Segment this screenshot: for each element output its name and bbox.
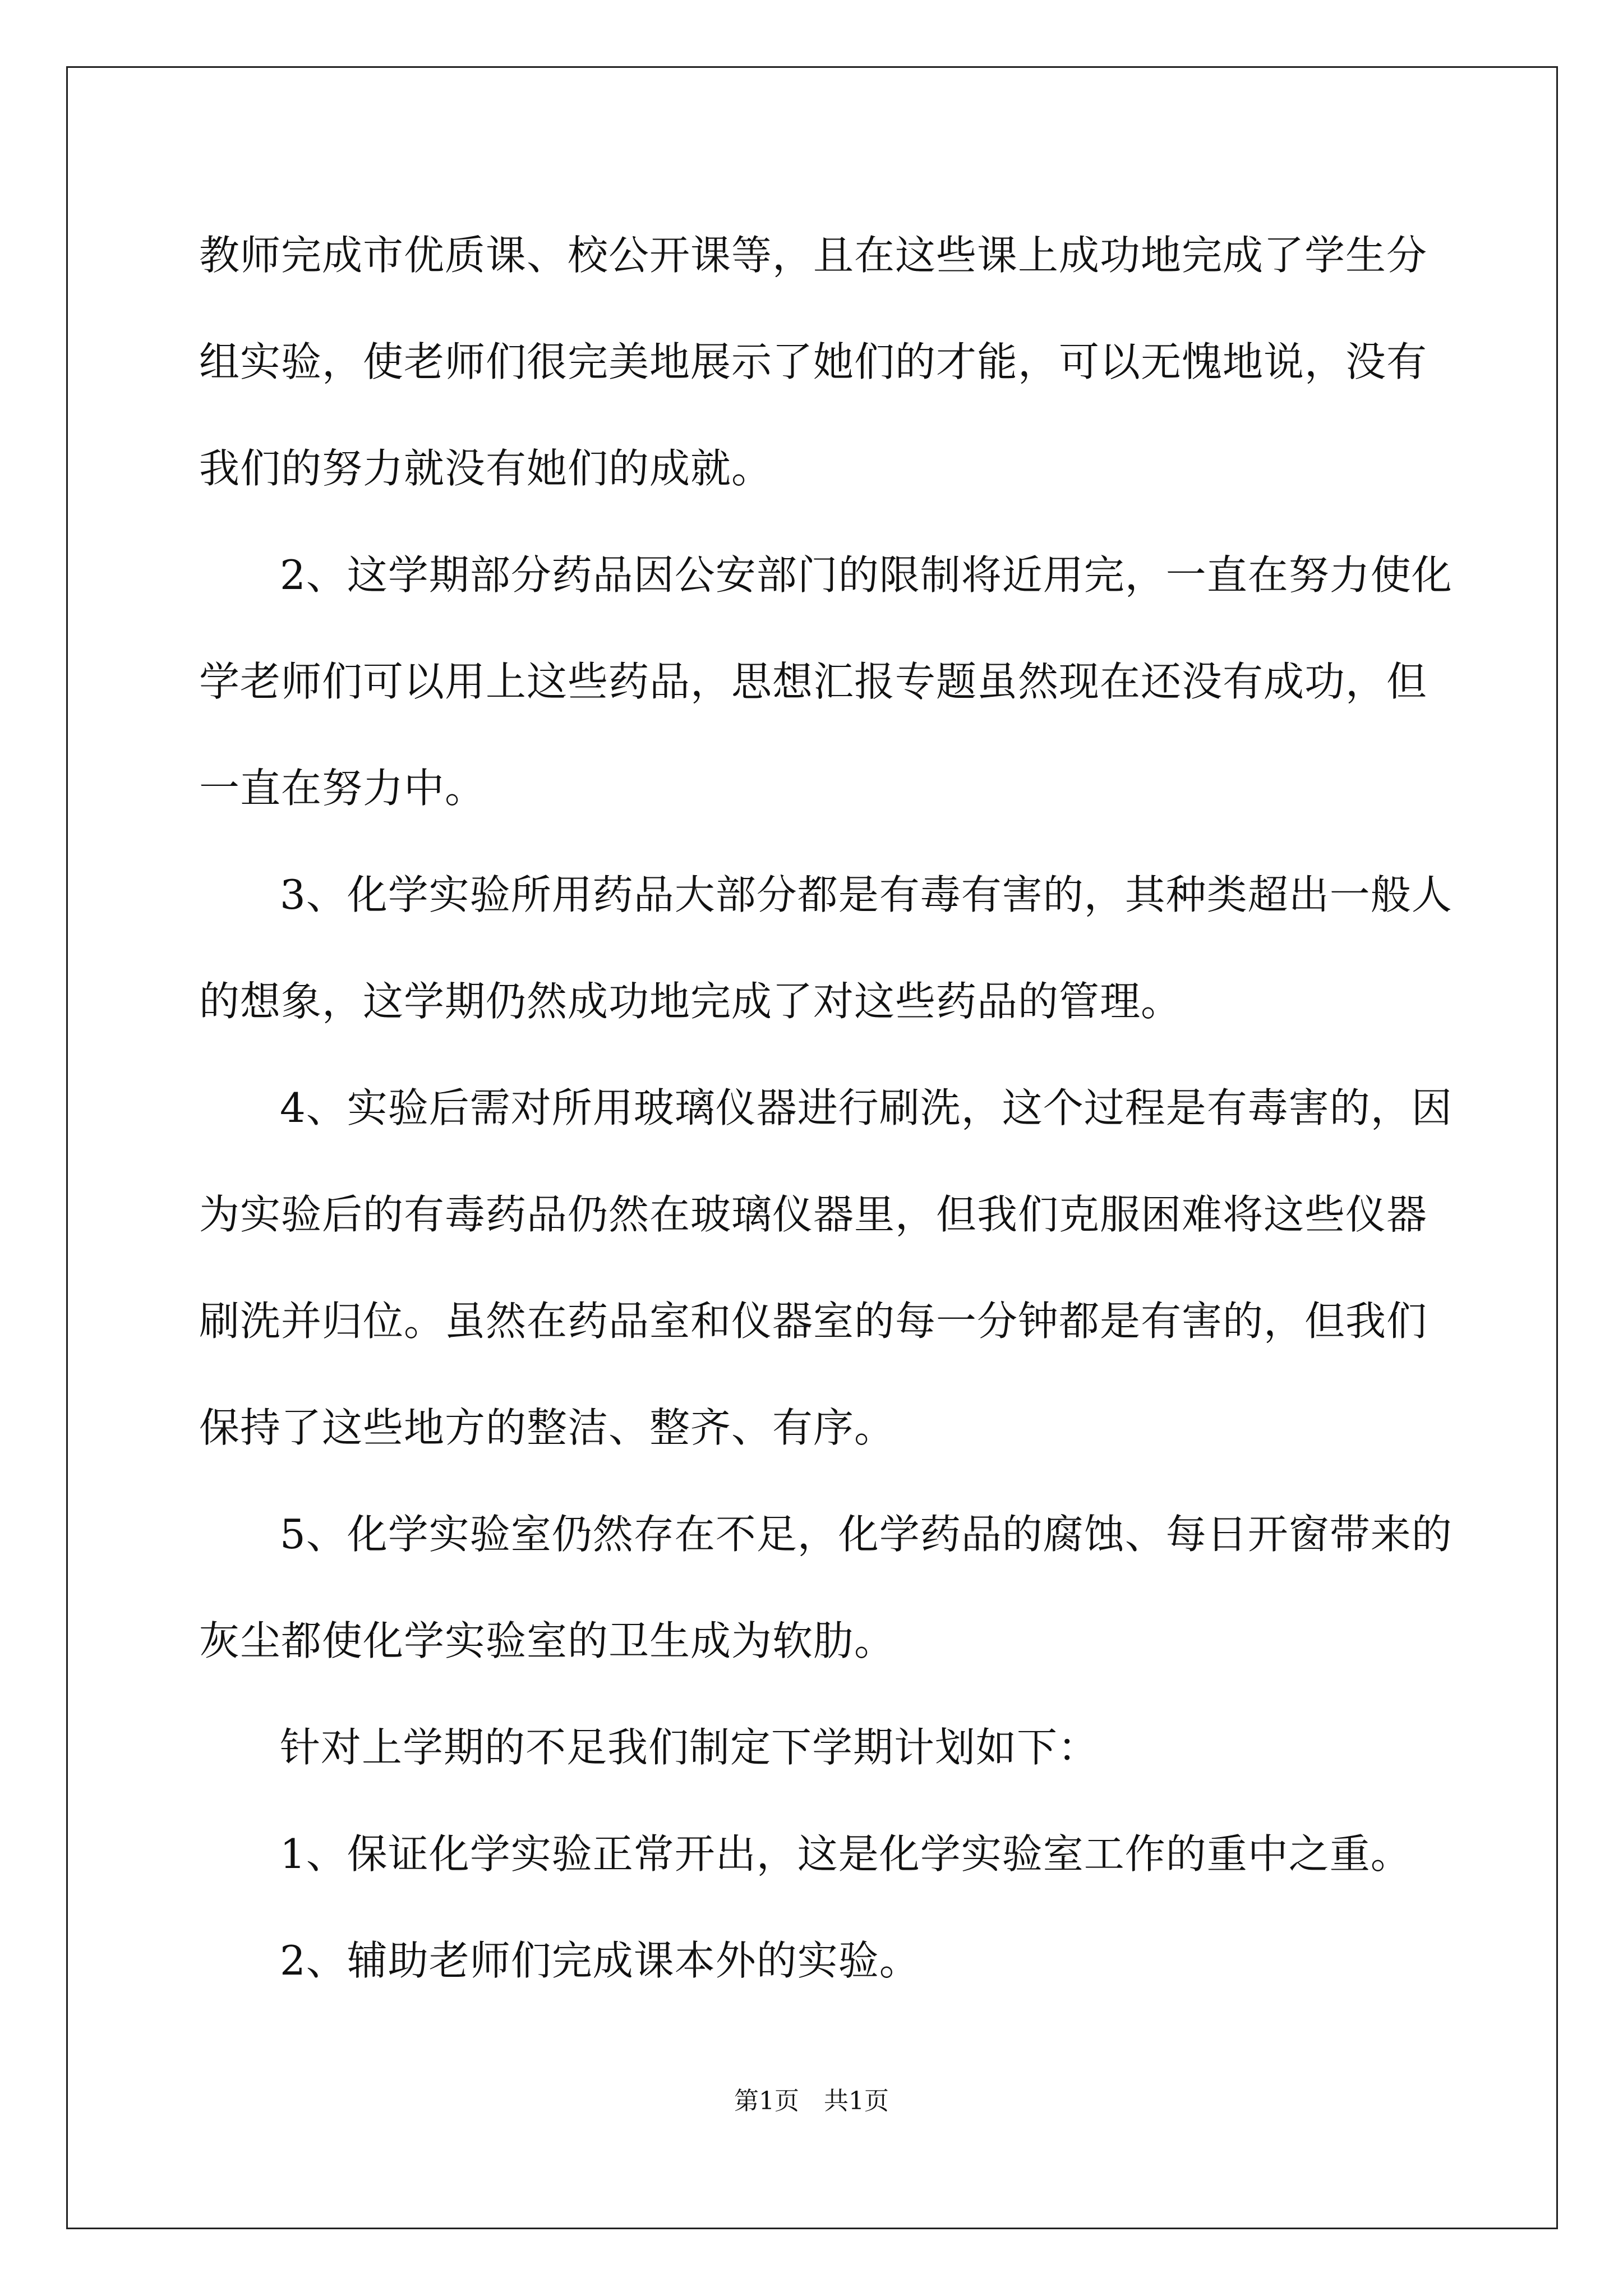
- paragraph-continuation: [199, 202, 1433, 522]
- text-line: 教师完成市优质课、校公开课等，且在这些课上成功地完成了学生分: [199, 232, 1428, 279]
- text-line: 组实验，使老师们很完美地展示了她们的才能，可以无愧地说，没有: [199, 338, 1428, 385]
- paragraph-plan-intro: [199, 1694, 1433, 1801]
- text-line: 一直在努力中。: [199, 765, 486, 812]
- text-line: 4、实验后需对所用玻璃仪器进行刷洗，这个过程是有毒害的，因: [280, 1084, 1453, 1131]
- text-line: 2、这学期部分药品因公安部门的限制将近用完，一直在努力使化: [280, 551, 1453, 599]
- text-line: 针对上学期的不足我们制定下学期计划如下：: [280, 1724, 1099, 1771]
- document-body: [199, 202, 1453, 2014]
- text-line: 3、化学实验所用药品大部分都是有毒有害的，其种类超出一般人: [280, 871, 1453, 918]
- text-line: 保持了这些地方的整洁、整齐、有序。: [199, 1404, 896, 1451]
- text-line: 学老师们可以用上这些药品，思想汇报专题虽然现在还没有成功，但: [199, 658, 1428, 705]
- paragraph-item-3: [199, 841, 1453, 1055]
- text-line: 2、辅助老师们完成课本外的实验。: [280, 1937, 920, 1984]
- text-line: 刷洗并归位。虽然在药品室和仪器室的每一分钟都是有害的，但我们: [199, 1297, 1428, 1345]
- text-line: 为实验后的有毒药品仍然在玻璃仪器里，但我们克服困难将这些仪器: [199, 1191, 1428, 1238]
- page-number-footer: 第1页 共1页: [734, 2087, 889, 2115]
- text-line: 我们的努力就没有她们的成就。: [199, 445, 773, 492]
- text-line: 的想象，这学期仍然成功地完成了对这些药品的管理。: [199, 978, 1182, 1025]
- paragraph-plan-2: [199, 1907, 1433, 2014]
- paragraph-item-5: [199, 1481, 1453, 1694]
- paragraph-item-4: [199, 1055, 1453, 1481]
- text-line: 1、保证化学实验正常开出，这是化学实验室工作的重中之重。: [280, 1830, 1412, 1878]
- text-line: 灰尘都使化学实验室的卫生成为软肋。: [199, 1617, 896, 1664]
- paragraph-item-2: [199, 522, 1453, 841]
- paragraph-plan-1: [199, 1801, 1433, 1907]
- text-line: 5、化学实验室仍然存在不足，化学药品的腐蚀、每日开窗带来的: [280, 1511, 1453, 1558]
